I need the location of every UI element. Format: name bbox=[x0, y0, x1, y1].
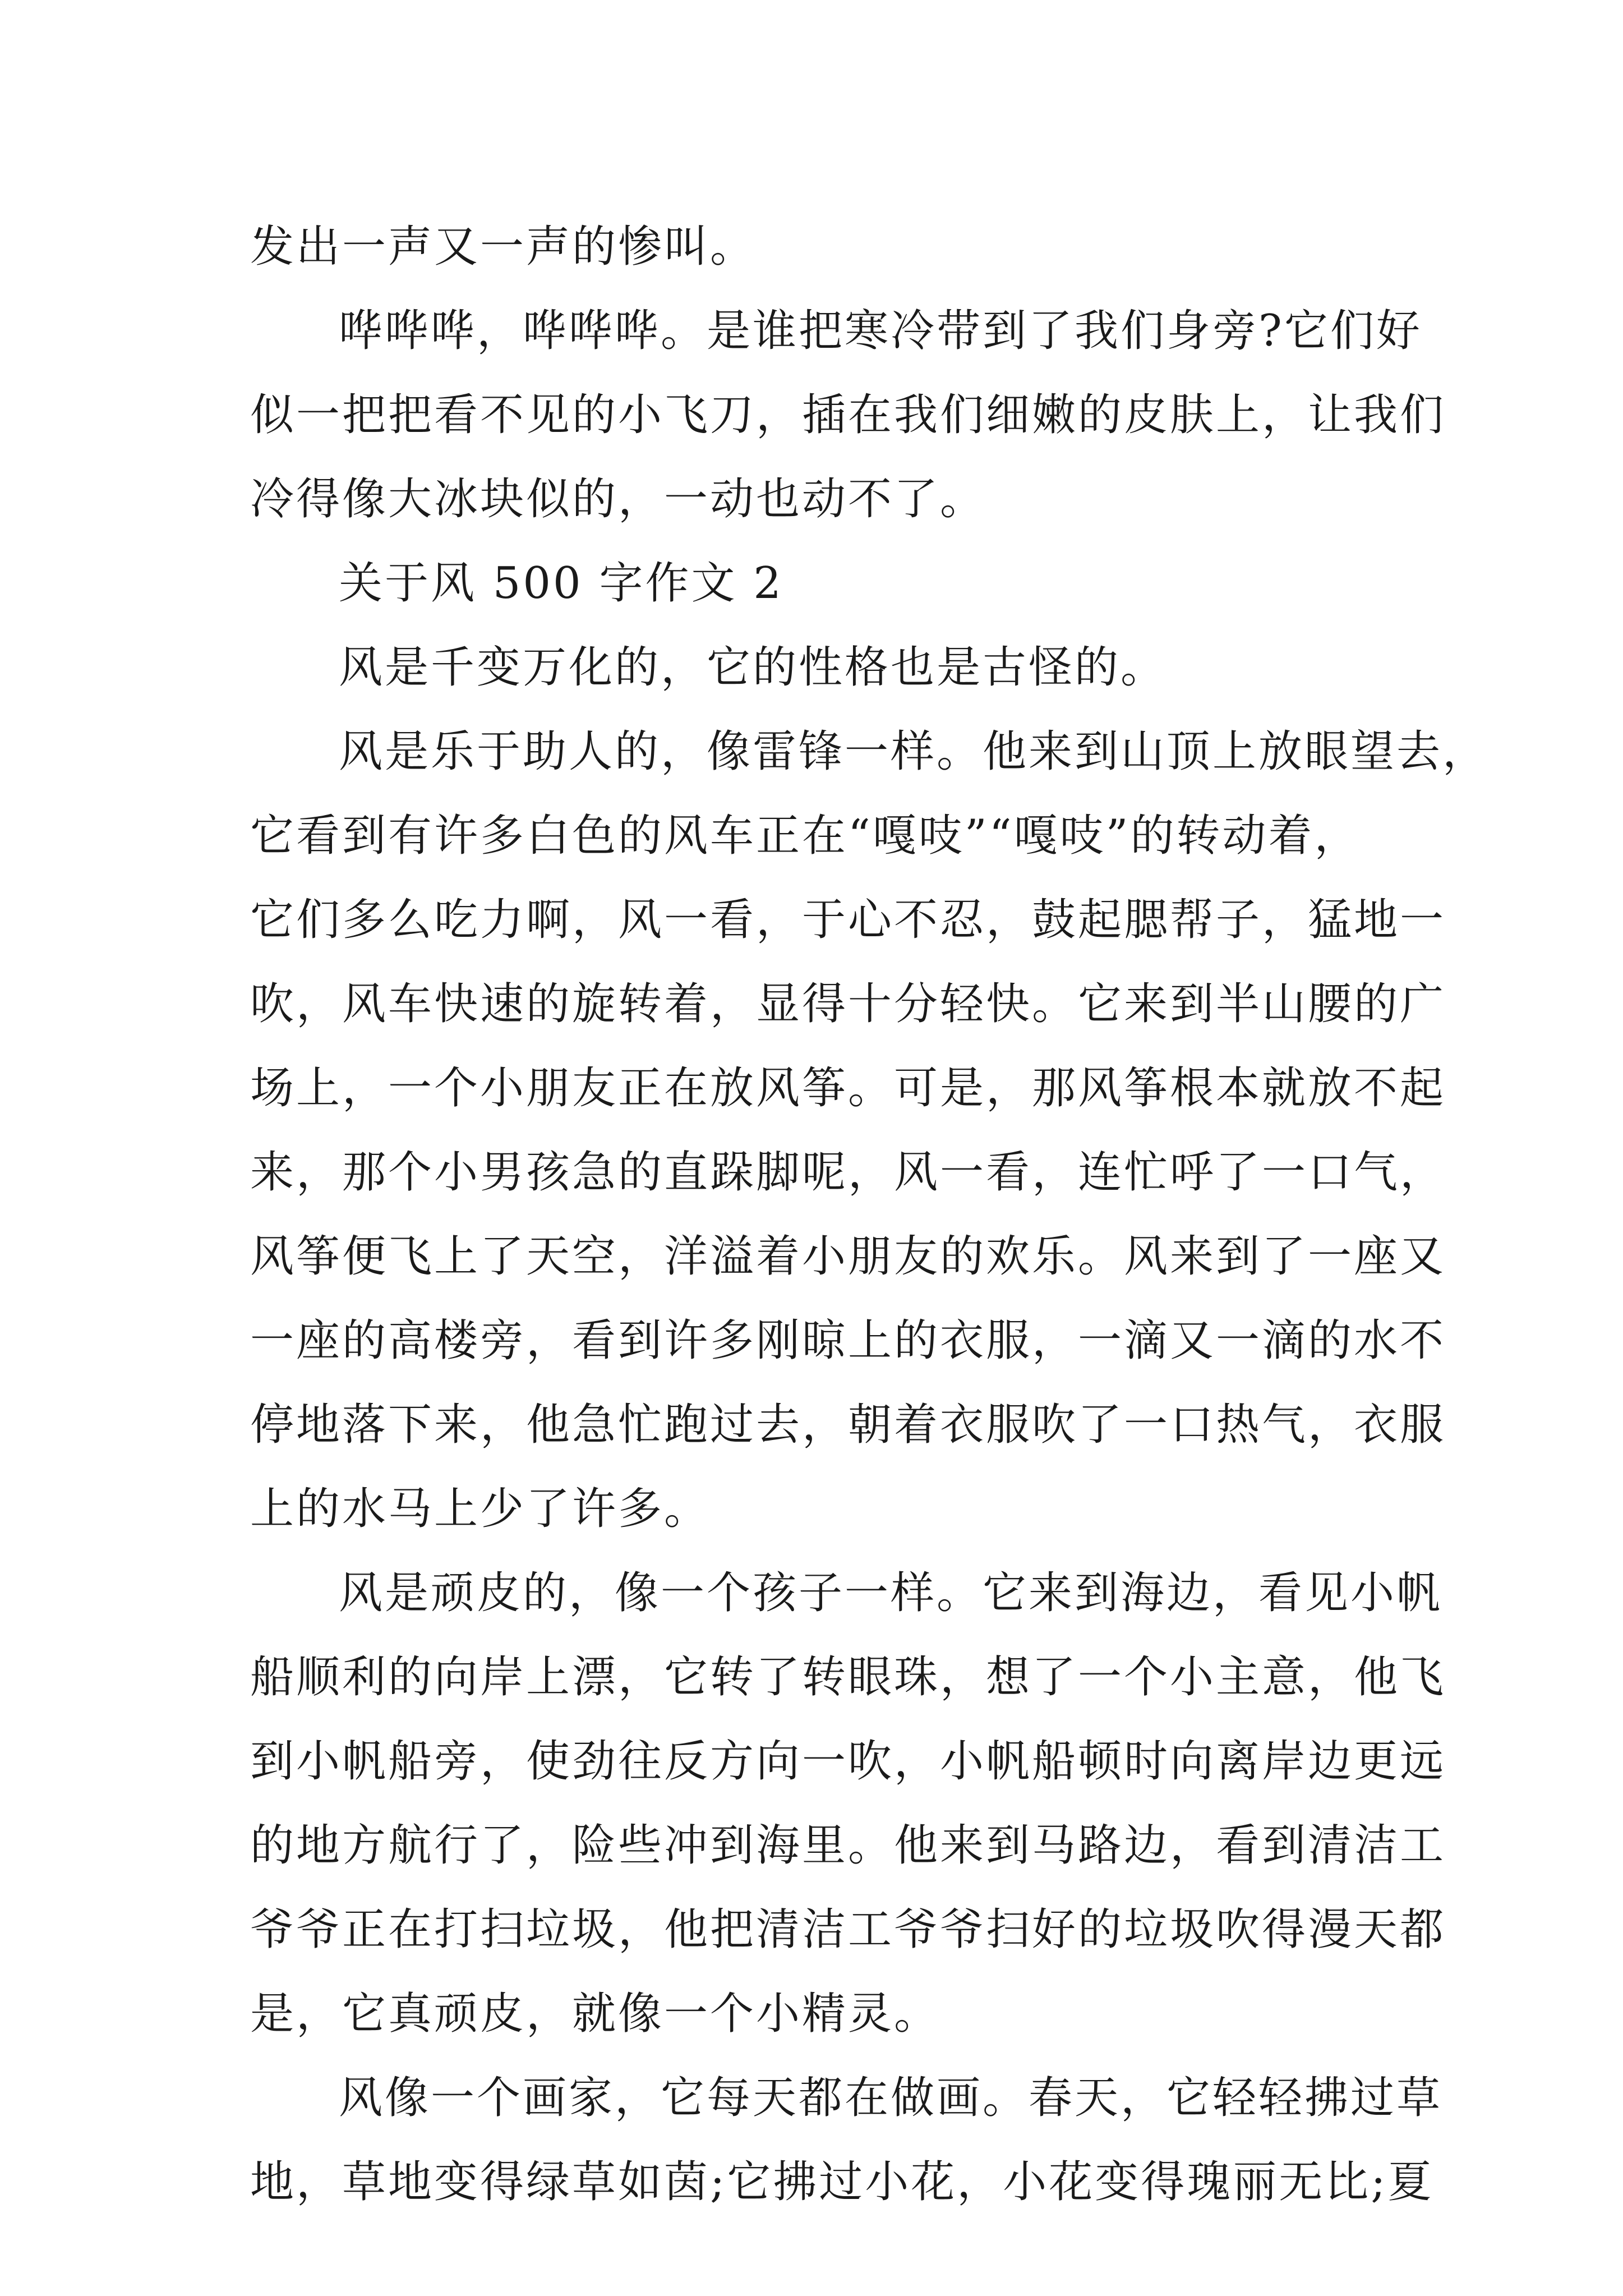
text-line: 船顺利的向岸上漂，它转了转眼珠，想了一个小主意，他飞 bbox=[250, 1652, 1446, 1703]
paragraph-start-line: 哗哗哗，哗哗哗。是谁把寒冷带到了我们身旁?它们好 bbox=[339, 306, 1422, 356]
text-line: 到小帆船旁，使劲往反方向一吹，小帆船顿时向离岸边更远 bbox=[250, 1736, 1446, 1787]
paragraph-start-line: 风是顽皮的，像一个孩子一样。它来到海边，看见小帆 bbox=[339, 1568, 1443, 1618]
essay-title: 关于风 500 字作文 2 bbox=[339, 558, 783, 609]
text-line: 是，它真顽皮，就像一个小精灵。 bbox=[250, 1989, 940, 2039]
text-line: 风筝便飞上了天空，洋溢着小朋友的欢乐。风来到了一座又 bbox=[250, 1231, 1446, 1282]
paragraph-start-line: 风是乐于助人的，像雷锋一样。他来到山顶上放眼望去， bbox=[339, 726, 1489, 777]
paragraph-start-line: 风是千变万化的，它的性格也是古怪的。 bbox=[339, 642, 1167, 693]
text-line: 发出一声又一声的惨叫。 bbox=[250, 222, 757, 272]
text-line: 的地方航行了，险些冲到海里。他来到马路边，看到清洁工 bbox=[250, 1820, 1446, 1871]
text-line: 吹，风车快速的旋转着，显得十分轻快。它来到半山腰的广 bbox=[250, 979, 1446, 1029]
text-line: 停地落下来，他急忙跑过去，朝着衣服吹了一口热气，衣服 bbox=[250, 1400, 1446, 1450]
text-line: 冷得像大冰块似的，一动也动不了。 bbox=[250, 474, 986, 524]
text-line: 一座的高楼旁，看到许多刚晾上的衣服，一滴又一滴的水不 bbox=[250, 1315, 1446, 1366]
text-line: 来，那个小男孩急的直跺脚呢，风一看，连忙呼了一口气， bbox=[250, 1147, 1446, 1198]
paragraph-start-line: 风像一个画家，它每天都在做画。春天，它轻轻拂过草 bbox=[339, 2073, 1443, 2123]
text-line: 爷爷正在打扫垃圾，他把清洁工爷爷扫好的垃圾吹得漫天都 bbox=[250, 1904, 1446, 1955]
text-line: 场上，一个小朋友正在放风筝。可是，那风筝根本就放不起 bbox=[250, 1063, 1446, 1114]
essay-body bbox=[250, 205, 1489, 2224]
text-line: 它们多么吃力啊，风一看，于心不忍，鼓起腮帮子，猛地一 bbox=[250, 895, 1446, 945]
text-line: 上的水马上少了许多。 bbox=[250, 1484, 711, 1534]
text-line: 它看到有许多白色的风车正在“嘎吱”“嘎吱”的转动着， bbox=[250, 811, 1361, 861]
text-line: 似一把把看不见的小飞刀，插在我们细嫩的皮肤上，让我们 bbox=[250, 390, 1446, 440]
text-line: 地，草地变得绿草如茵;它拂过小花，小花变得瑰丽无比;夏 bbox=[250, 2157, 1434, 2207]
